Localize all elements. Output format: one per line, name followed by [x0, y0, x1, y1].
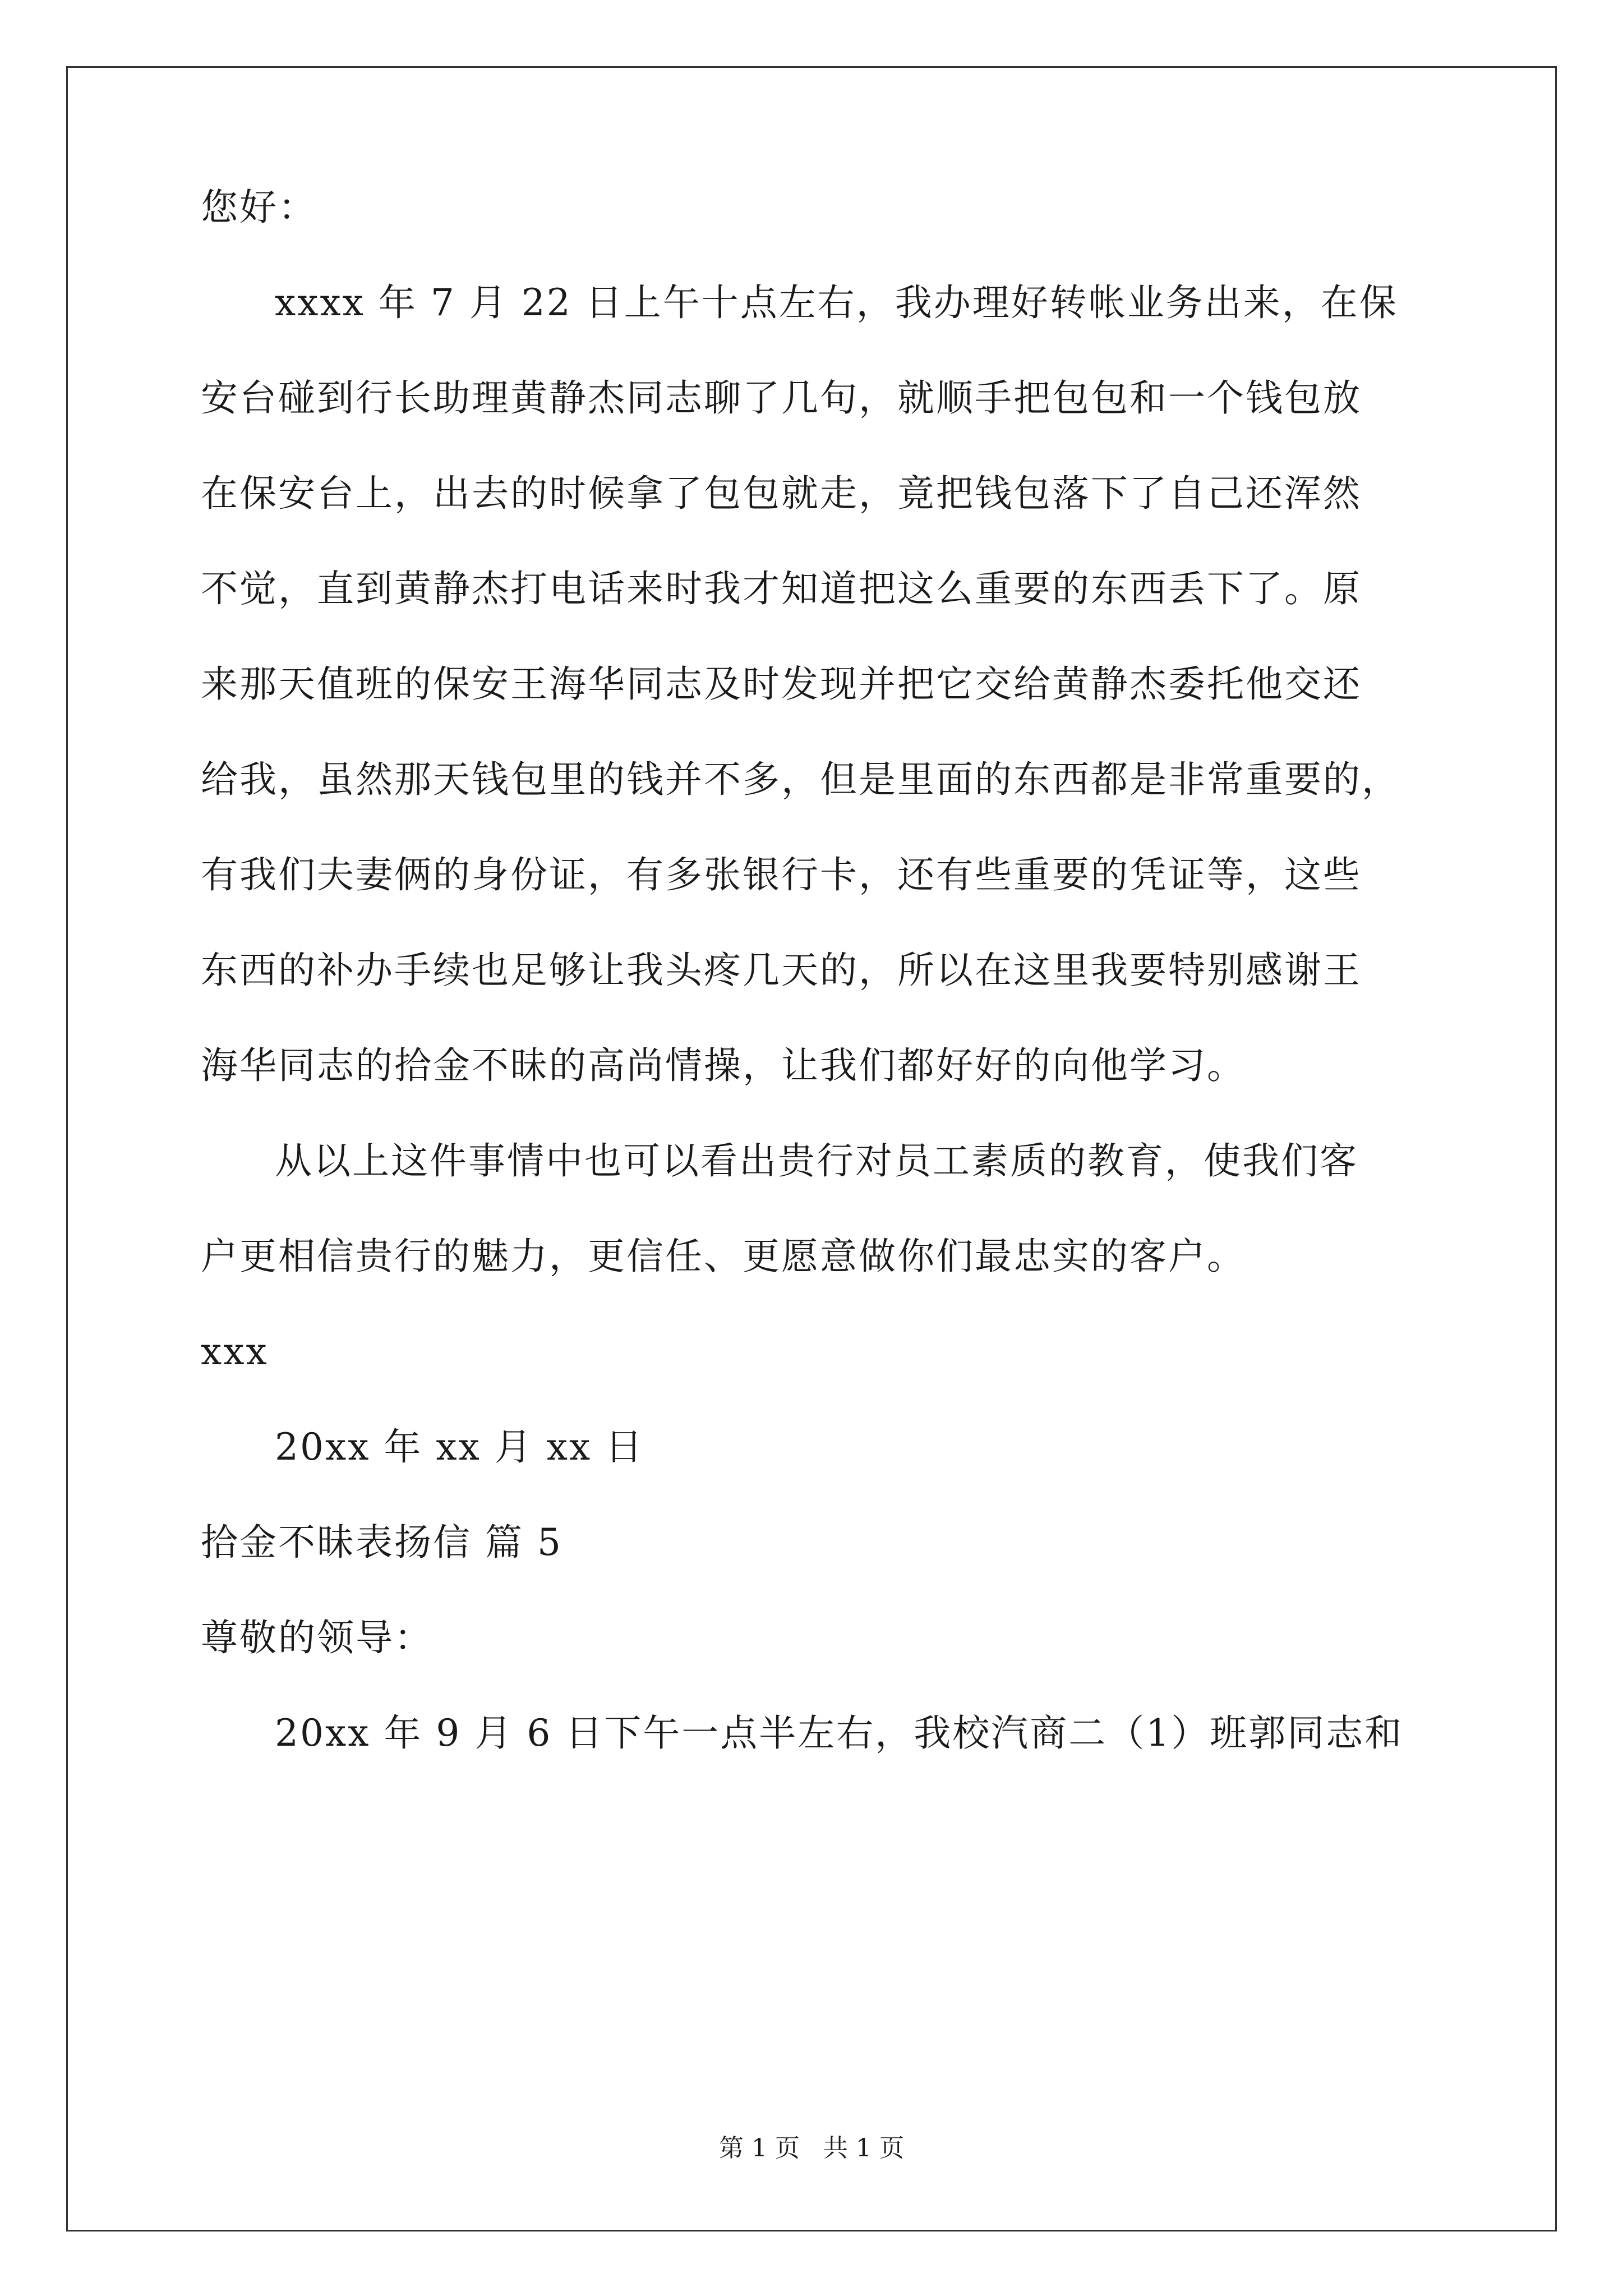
- signature: xxx: [201, 1330, 269, 1373]
- paragraph-line: 来那天值班的保安王海华同志及时发现并把它交给黄静杰委托他交还: [201, 662, 1362, 706]
- greeting: 您好：: [201, 186, 317, 229]
- page-number: 第 1 页: [719, 2134, 800, 2162]
- paragraph-line: 东西的补办手续也足够让我头疼几天的，所以在这里我要特别感谢王: [201, 949, 1362, 992]
- salutation: 尊敬的领导：: [201, 1616, 433, 1659]
- paragraph-line: 从以上这件事情中也可以看出贵行对员工素质的教育，使我们客: [275, 1139, 1358, 1182]
- paragraph-line: 户更相信贵行的魅力，更信任、更愿意做你们最忠实的客户。: [201, 1235, 1246, 1278]
- page-total: 共 1 页: [823, 2134, 904, 2162]
- paragraph-line: 不觉，直到黄静杰打电话来时我才知道把这么重要的东西丢下了。原: [201, 567, 1362, 610]
- paragraph-line: 安台碰到行长助理黄静杰同志聊了几句，就顺手把包包和一个钱包放: [201, 376, 1362, 420]
- paragraph-line: 在保安台上，出去的时候拿了包包就走，竟把钱包落下了自己还浑然: [201, 472, 1362, 515]
- paragraph-line: 20xx 年 9 月 6 日下午一点半左右，我校汽商二（1）班郭同志和: [275, 1711, 1404, 1755]
- paragraph-line: xxxx 年 7 月 22 日上午十点左右，我办理好转帐业务出来，在保: [275, 281, 1398, 324]
- letter-date: 20xx 年 xx 月 xx 日: [275, 1425, 644, 1469]
- page-footer: [0, 2132, 1623, 2165]
- paragraph-line: 给我，虽然那天钱包里的钱并不多，但是里面的东西都是非常重要的，: [201, 758, 1400, 801]
- section-title: 拾金不昧表扬信 篇 5: [201, 1521, 562, 1564]
- paragraph-line: 有我们夫妻俩的身份证，有多张银行卡，还有些重要的凭证等，这些: [201, 853, 1362, 896]
- paragraph-line: 海华同志的拾金不昧的高尚情操，让我们都好好的向他学习。: [201, 1044, 1246, 1087]
